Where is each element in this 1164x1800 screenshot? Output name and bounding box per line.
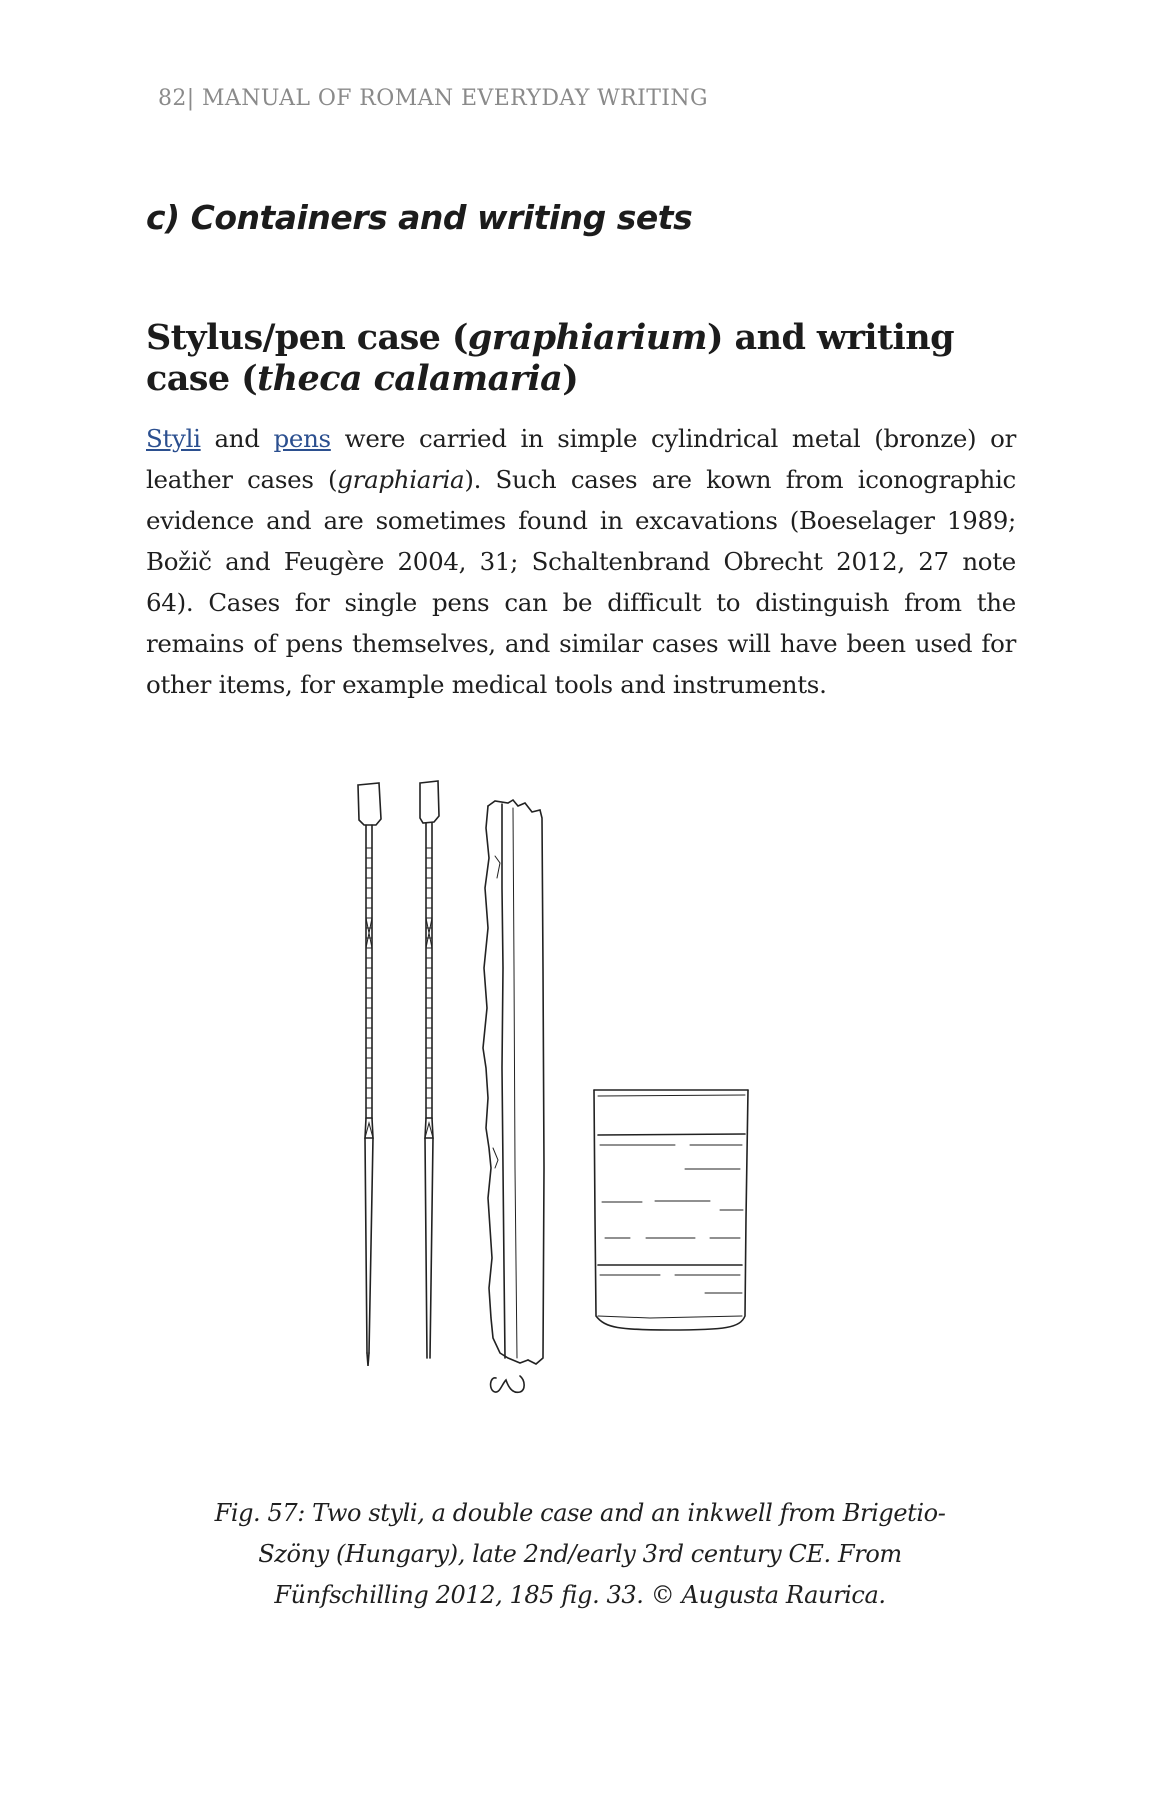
paragraph-term-graphiaria: graphiaria [337,465,465,494]
heading-text: Stylus/pen case ( [146,317,468,358]
stylus-drawing [358,783,381,1366]
section-title: c) Containers and writing sets [146,198,693,237]
caption-line: Fünfschilling 2012, 185 fig. 33. © Augusta Raurica. [274,1581,886,1609]
paragraph-text: were carried in simple cylindrical metal (bronze) or leather cases ( [146,424,1016,494]
heading-text: ) and writing case ( [146,317,954,399]
sub-heading [146,317,1046,399]
styli-link[interactable]: Styli [146,424,201,453]
paragraph-text: and [200,424,274,453]
running-head: 82| MANUAL OF ROMAN EVERYDAY WRITING [158,86,708,111]
figure-drawing [330,768,830,1408]
body-paragraph [146,418,1016,705]
paragraph-text: ). Such cases are kown from iconographic evidence and are sometimes found in excavations (Boeselager 1989; Božič and Feugère 2004, 31; Schaltenbrand Obrecht 2012, 27 note 64). Cases for single pens can be difficult to distinguish from the remains of pens themselves, and similar cases will have been used for other items, for example medical tools and instruments. [146,465,1016,699]
heading-term-theca-calamaria: theca calamaria [257,358,563,399]
stylus-drawing [420,781,439,1358]
caption-line: Fig. 57: Two styli, a double case and an inkwell from Brigetio- [214,1499,946,1527]
inkwell-drawing [594,1090,748,1330]
caption-line: Szöny (Hungary), late 2nd/early 3rd century CE. From [258,1540,902,1568]
heading-text: ) [562,358,579,399]
double-case-drawing [483,800,544,1392]
figure-caption [160,1493,1000,1616]
heading-term-graphiarium: graphiarium [467,317,707,358]
pens-link[interactable]: pens [273,424,331,453]
